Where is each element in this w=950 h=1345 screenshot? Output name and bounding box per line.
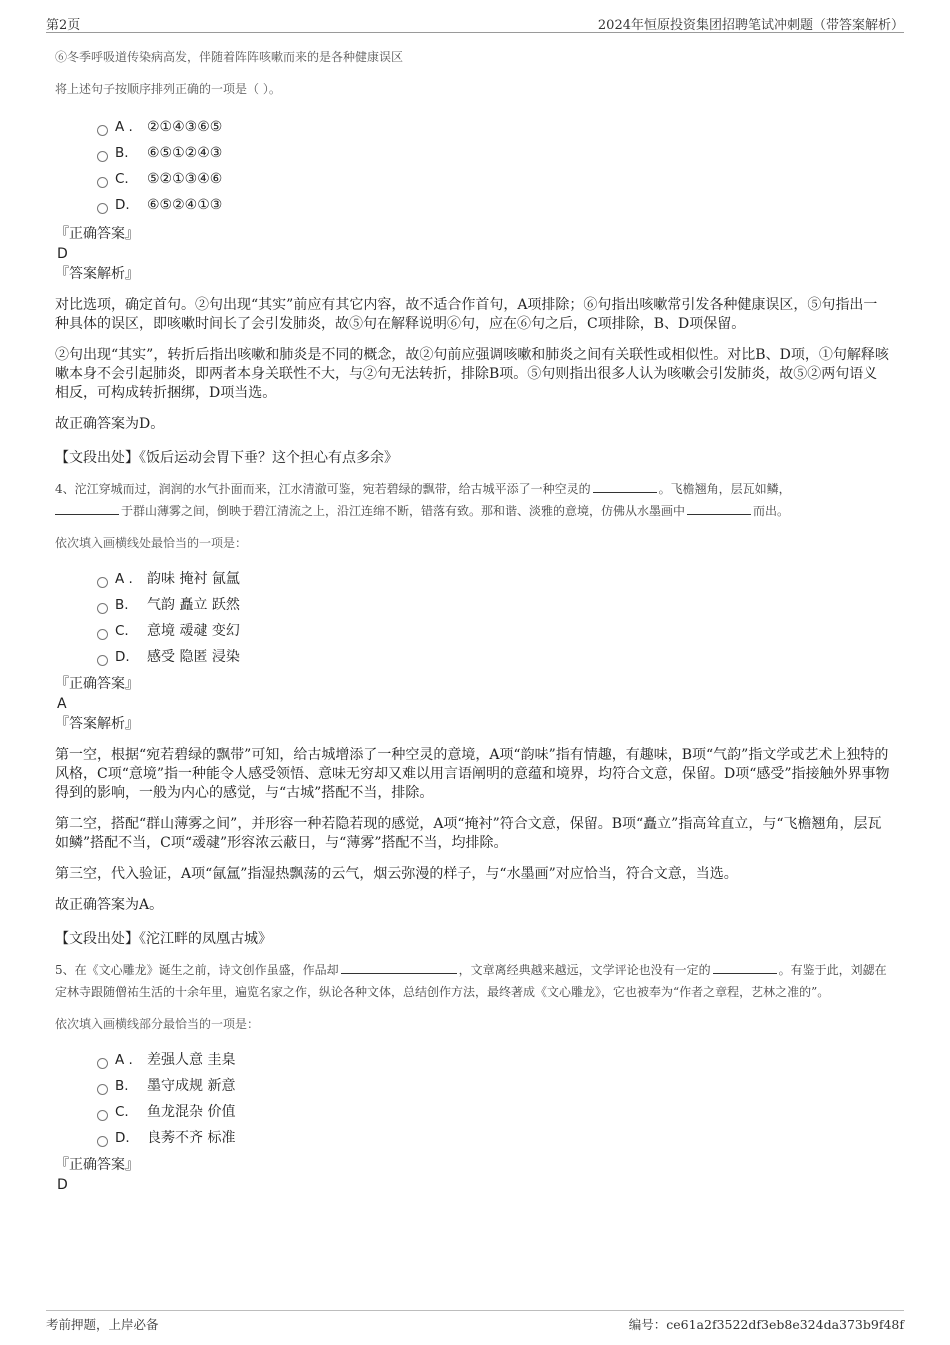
question-5-options: [55, 1047, 890, 1151]
analysis-paragraph: ②句出现“其实”，转折后指出咳嗽和肺炎是不同的概念，故②句前应强调咳嗽和肺炎之间有关联性或相似性。对比B、D项，①句解释咳嗽本身不会引起肺炎，即两者本身关联性不大，与②句无法转折，排除B项。⑤句则指出很多人认为咳嗽会引发肺炎，故⑤②两句语义相反，可构成转折捆绑，D项当选。: [55, 347, 889, 401]
radio-icon[interactable]: [97, 603, 108, 614]
answer-label: 『正确答案』: [55, 676, 139, 692]
source-citation: 【文段出处】《饭后运动会胃下垂？这个担心有点多余》: [55, 450, 398, 466]
option-d[interactable]: D. ⑥⑤②④①③: [97, 192, 890, 218]
analysis-paragraph: 第二空，搭配“群山薄雾之间”，并形容一种若隐若现的感觉，A项“掩衬”符合文意，保留。B项“矗立”指高耸直立，与“飞檐翘角，层瓦如鳞”搭配不当，C项“叆叇”形容浓云蔽日，与“薄雾”搭配不当，均排除。: [55, 816, 882, 851]
footer-slogan: 考前押题，上岸必备: [46, 1317, 159, 1332]
analysis-label: 『答案解析』: [55, 716, 139, 732]
question-5-prompt: 依次填入画横线部分最恰当的一项是：: [55, 1017, 260, 1031]
page-header: [46, 10, 904, 33]
radio-icon[interactable]: [97, 1084, 108, 1095]
question-4-options: [55, 566, 890, 670]
document-id: 编号：ce61a2f3522df3eb8e324da373b9f48f: [628, 1317, 904, 1332]
analysis-paragraph: 对比选项，确定首句。②句出现“其实”前应有其它内容，故不适合作首句，A项排除；⑥句指出咳嗽常引发各种健康误区，⑤句指出一种具体的误区，即咳嗽时间长了会引发肺炎，故⑤句在解释说明⑥句，应在⑥句之后，C项排除，B、D项保留。: [55, 297, 878, 332]
page-number: 第2页: [46, 18, 81, 33]
option-b[interactable]: B. 墨守成规 新意: [97, 1073, 890, 1099]
analysis-conclusion: 故正确答案为D。: [55, 416, 165, 432]
question-3-prompt: 将上述句子按顺序排列正确的一项是（ ）。: [55, 82, 281, 96]
blank-1: [341, 961, 457, 974]
radio-icon[interactable]: [97, 1136, 108, 1147]
radio-icon[interactable]: [97, 125, 108, 136]
option-b[interactable]: B. 气韵 矗立 跃然: [97, 592, 890, 618]
question-4-prompt: 依次填入画横线处最恰当的一项是：: [55, 536, 248, 550]
option-b[interactable]: B. ⑥⑤①②④③: [97, 140, 890, 166]
answer-value: A: [57, 696, 67, 712]
option-a[interactable]: A . 差强人意 圭臬: [97, 1047, 890, 1073]
radio-icon[interactable]: [97, 1058, 108, 1069]
question-4-stem: 4、沱江穿城而过，润润的水气扑面而来，江水清澈可鉴，宛若碧绿的飘带，给古城平添了一种空灵的 。飞檐翘角，层瓦如鳞， 于群山薄雾之间，倒映于碧江清流之上，沿江连绵不断，错落有致。那和谐、淡雅的意境，仿佛从水墨画中 而出。: [55, 482, 791, 518]
radio-icon[interactable]: [97, 577, 108, 588]
analysis-paragraph: 第三空，代入验证，A项“氤氲”指湿热飘荡的云气，烟云弥漫的样子，与“水墨画”对应恰当，符合文意，当选。: [55, 866, 738, 882]
radio-icon[interactable]: [97, 177, 108, 188]
question-3-options: [55, 114, 890, 218]
option-c[interactable]: C. 鱼龙混杂 价值: [97, 1099, 890, 1125]
page-content: [55, 46, 890, 1195]
option-d[interactable]: D. 良莠不齐 标准: [97, 1125, 890, 1151]
answer-value: D: [57, 246, 68, 262]
option-d[interactable]: D. 感受 隐匿 浸染: [97, 644, 890, 670]
radio-icon[interactable]: [97, 151, 108, 162]
blank-1: [593, 480, 657, 493]
question-5-stem: 5、在《文心雕龙》诞生之前，诗文创作虽盛，作品却 ，文章离经典越来越远，文学评论也没有一定的 。有鉴于此，刘勰在定林寺跟随僧祐生活的十余年里，遍览名家之作，纵论各种文体，总结创作方法，最终著成《文心雕龙》，它也被奉为“作者之章程，艺林之准的”。: [55, 963, 887, 999]
blank-3: [687, 502, 751, 515]
sentence-6: ⑥冬季呼吸道传染病高发，伴随着阵阵咳嗽而来的是各种健康误区: [55, 50, 404, 64]
document-title: 2024年恒原投资集团招聘笔试冲刺题（带答案解析）: [597, 18, 904, 33]
radio-icon[interactable]: [97, 203, 108, 214]
answer-value: D: [57, 1177, 68, 1193]
answer-label: 『正确答案』: [55, 226, 139, 242]
option-c[interactable]: C. 意境 叆叇 变幻: [97, 618, 890, 644]
source-citation: 【文段出处】《沱江畔的凤凰古城》: [55, 931, 272, 947]
option-c[interactable]: C. ⑤②①③④⑥: [97, 166, 890, 192]
option-a[interactable]: A . 韵味 掩衬 氤氲: [97, 566, 890, 592]
analysis-label: 『答案解析』: [55, 266, 139, 282]
radio-icon[interactable]: [97, 655, 108, 666]
option-a[interactable]: A . ②①④③⑥⑤: [97, 114, 890, 140]
analysis-paragraph: 第一空，根据“宛若碧绿的飘带”可知，给古城增添了一种空灵的意境，A项“韵味”指有情趣，有趣味，B项“气韵”指文学或艺术上独特的风格，C项“意境”指一种能令人感受领悟、意味无穷却又难以用言语阐明的意蕴和境界，均符合文意，保留。D项“感受”指接触外界事物得到的影响，一般为内心的感觉，与“古城”搭配不当，排除。: [55, 747, 890, 801]
blank-2: [55, 502, 119, 515]
radio-icon[interactable]: [97, 629, 108, 640]
analysis-conclusion: 故正确答案为A。: [55, 897, 164, 913]
page-footer: [46, 1310, 904, 1335]
radio-icon[interactable]: [97, 1110, 108, 1121]
answer-label: 『正确答案』: [55, 1157, 139, 1173]
blank-2: [713, 961, 777, 974]
